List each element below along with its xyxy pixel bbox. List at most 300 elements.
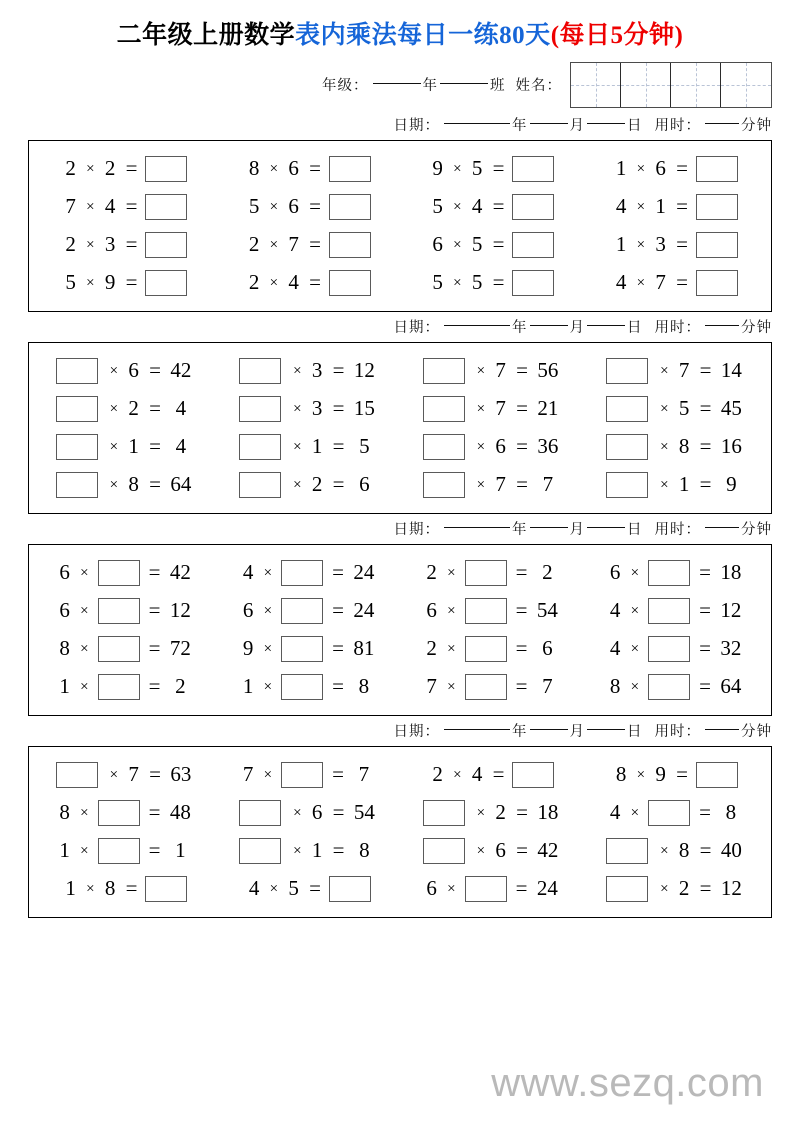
answer-box-product[interactable] — [329, 156, 371, 182]
answer-box-product[interactable] — [512, 156, 554, 182]
multiply-symbol: × — [660, 477, 669, 493]
answer-box-product[interactable] — [329, 232, 371, 258]
factor-a: 7 — [65, 194, 76, 218]
factor-a: 5 — [248, 194, 260, 218]
product-value: 14 — [720, 358, 742, 382]
factor-a: 2 — [248, 270, 260, 294]
equals-symbol: = — [149, 396, 161, 420]
answer-box-factor-b[interactable] — [98, 598, 140, 624]
answer-box-factor-a[interactable] — [239, 358, 281, 384]
multiply-symbol: × — [80, 641, 89, 657]
answer-box-factor-b[interactable] — [98, 674, 140, 700]
multiply-symbol: × — [269, 199, 279, 215]
factor-b: 2 — [128, 396, 139, 420]
date-day-unit: 日 — [627, 724, 643, 740]
answer-box-factor-a[interactable] — [606, 358, 648, 384]
problem-row — [33, 832, 767, 870]
answer-box-factor-a[interactable] — [423, 396, 465, 422]
problem-cell — [217, 352, 401, 390]
time-minute-unit: 分钟 — [741, 522, 772, 538]
multiply-symbol: × — [109, 439, 119, 455]
equals-symbol: = — [309, 270, 321, 294]
equals-symbol: = — [492, 156, 505, 180]
multiply-symbol: × — [453, 237, 462, 253]
answer-box-factor-a[interactable] — [423, 800, 465, 826]
multiply-symbol: × — [660, 843, 669, 859]
answer-box-product[interactable] — [145, 232, 187, 258]
factor-a: 2 — [432, 762, 443, 786]
date-day-unit: 日 — [627, 320, 643, 336]
factor-b: 7 — [495, 358, 506, 382]
product-value: 64 — [170, 472, 192, 496]
multiply-symbol: × — [660, 363, 669, 379]
answer-box-product[interactable] — [145, 876, 187, 902]
answer-box-factor-b[interactable] — [648, 636, 690, 662]
answer-box-product[interactable] — [329, 194, 371, 220]
answer-box-factor-a[interactable] — [606, 876, 648, 902]
date-day-blank[interactable] — [587, 123, 625, 124]
factor-a: 6 — [432, 232, 443, 256]
product-value: 7 — [542, 472, 554, 496]
time-minute-unit: 分钟 — [741, 724, 772, 740]
answer-box-factor-a[interactable] — [606, 434, 648, 460]
factor-a: 7 — [426, 674, 437, 698]
factor-b: 5 — [471, 232, 483, 256]
answer-box-product[interactable] — [329, 270, 371, 296]
answer-box-product[interactable] — [329, 876, 371, 902]
multiply-symbol: × — [636, 275, 646, 291]
answer-box-factor-b[interactable] — [281, 762, 323, 788]
problem-row — [33, 668, 767, 706]
answer-box-factor-b[interactable] — [465, 636, 507, 662]
date-year-blank[interactable] — [444, 729, 510, 730]
product-value: 24 — [353, 560, 375, 584]
answer-box-factor-b[interactable] — [98, 800, 140, 826]
problem-cell — [217, 794, 401, 832]
section-2 — [28, 342, 772, 514]
date-time-row — [0, 514, 800, 544]
equals-symbol: = — [516, 800, 528, 824]
answer-box-product[interactable] — [145, 270, 187, 296]
answer-box-factor-b[interactable] — [281, 560, 323, 586]
multiply-symbol: × — [636, 767, 646, 783]
time-used-blank[interactable] — [705, 325, 739, 326]
product-value: 12 — [169, 598, 191, 622]
equals-symbol: = — [148, 674, 161, 698]
problem-cell — [584, 832, 768, 870]
product-value: 4 — [175, 396, 187, 420]
answer-box-factor-b[interactable] — [648, 800, 690, 826]
factor-a: 4 — [248, 876, 260, 900]
problem-cell — [33, 554, 217, 592]
product-value: 40 — [720, 838, 742, 862]
product-value: 24 — [353, 598, 375, 622]
product-value: 1 — [175, 838, 186, 862]
answer-box-factor-b[interactable] — [281, 636, 323, 662]
product-value: 56 — [537, 358, 559, 382]
problem-cell — [33, 794, 217, 832]
problem-cell — [217, 756, 401, 794]
answer-box-product[interactable] — [512, 232, 554, 258]
answer-box-factor-a[interactable] — [423, 358, 465, 384]
product-value: 15 — [353, 396, 375, 420]
answer-box-factor-b[interactable] — [98, 636, 140, 662]
name-grid-cell[interactable] — [621, 63, 671, 107]
multiply-symbol: × — [293, 843, 302, 859]
equals-symbol: = — [148, 838, 161, 862]
product-value: 5 — [359, 434, 370, 458]
section-4 — [28, 746, 772, 918]
equals-symbol: = — [676, 232, 688, 256]
problem-row — [33, 794, 767, 832]
equals-symbol: = — [332, 434, 345, 458]
worksheet-body — [0, 140, 800, 918]
answer-box-factor-a[interactable] — [606, 396, 648, 422]
answer-box-factor-b[interactable] — [648, 598, 690, 624]
problem-row — [33, 870, 767, 908]
product-value: 64 — [720, 674, 742, 698]
date-year-blank[interactable] — [444, 123, 510, 124]
problem-cell — [400, 554, 584, 592]
equals-symbol: = — [332, 762, 344, 786]
multiply-symbol: × — [636, 237, 646, 253]
factor-b: 5 — [471, 156, 483, 180]
problem-row — [33, 188, 767, 226]
answer-box-factor-b[interactable] — [648, 674, 690, 700]
multiply-symbol: × — [636, 199, 646, 215]
factor-b: 4 — [471, 194, 483, 218]
factor-b: 5 — [678, 396, 690, 420]
answer-box-product[interactable] — [512, 762, 554, 788]
product-value: 16 — [720, 434, 742, 458]
equals-symbol: = — [148, 800, 161, 824]
factor-a: 4 — [615, 270, 627, 294]
product-value: 6 — [542, 636, 553, 660]
factor-b: 7 — [495, 396, 506, 420]
equals-symbol: = — [125, 270, 138, 294]
product-value: 7 — [358, 762, 370, 786]
equals-symbol: = — [332, 636, 344, 660]
equals-symbol: = — [515, 560, 528, 584]
date-month-blank[interactable] — [530, 527, 568, 528]
multiply-symbol: × — [447, 881, 456, 897]
problem-cell — [400, 756, 584, 794]
equals-symbol: = — [676, 156, 688, 180]
answer-box-factor-b[interactable] — [648, 560, 690, 586]
equals-symbol: = — [699, 838, 712, 862]
equals-symbol: = — [699, 598, 711, 622]
date-day-blank[interactable] — [587, 729, 625, 730]
product-value: 18 — [537, 800, 559, 824]
product-value: 42 — [170, 358, 192, 382]
answer-box-factor-b[interactable] — [281, 598, 323, 624]
date-label: 日期： — [393, 522, 440, 538]
time-used-blank[interactable] — [705, 729, 739, 730]
equals-symbol: = — [516, 396, 528, 420]
problem-row — [33, 592, 767, 630]
problem-cell — [33, 592, 217, 630]
answer-box-product[interactable] — [145, 194, 187, 220]
answer-box-factor-a[interactable] — [239, 434, 281, 460]
problem-cell — [400, 794, 584, 832]
answer-box-factor-b[interactable] — [98, 560, 140, 586]
factor-b: 9 — [655, 762, 666, 786]
name-label: 姓名： — [515, 78, 562, 94]
factor-b: 2 — [678, 876, 690, 900]
multiply-symbol: × — [453, 161, 462, 177]
multiply-symbol: × — [263, 603, 273, 619]
date-day-unit: 日 — [627, 522, 643, 538]
factor-b: 3 — [655, 232, 666, 256]
date-day-blank[interactable] — [587, 325, 625, 326]
factor-b: 3 — [311, 396, 323, 420]
problem-cell — [33, 264, 217, 302]
product-value: 2 — [175, 674, 186, 698]
factor-b: 6 — [288, 156, 299, 180]
problem-cell — [400, 352, 584, 390]
factor-a: 8 — [615, 762, 627, 786]
answer-box-factor-b[interactable] — [465, 598, 507, 624]
multiply-symbol: × — [263, 641, 273, 657]
answer-box-factor-b[interactable] — [281, 674, 323, 700]
factor-b: 7 — [128, 762, 139, 786]
answer-box-factor-a[interactable] — [239, 800, 281, 826]
multiply-symbol: × — [263, 767, 273, 783]
multiply-symbol: × — [660, 439, 669, 455]
date-year-blank[interactable] — [444, 325, 510, 326]
answer-box-product[interactable] — [696, 232, 738, 258]
page-title-segment-red: (每日5分钟) — [550, 22, 684, 49]
factor-b: 2 — [104, 156, 116, 180]
problem-row — [33, 226, 767, 264]
equals-symbol: = — [149, 472, 161, 496]
answer-box-factor-a[interactable] — [56, 434, 98, 460]
factor-b: 1 — [678, 472, 690, 496]
class-number-blank[interactable] — [440, 83, 488, 84]
equals-symbol: = — [492, 762, 505, 786]
answer-box-factor-a[interactable] — [606, 838, 648, 864]
product-value: 54 — [536, 598, 558, 622]
factor-b: 4 — [104, 194, 116, 218]
date-month-unit: 月 — [569, 724, 585, 740]
answer-box-factor-a[interactable] — [423, 838, 465, 864]
equals-symbol: = — [515, 674, 528, 698]
product-value: 8 — [725, 800, 737, 824]
problem-cell — [584, 870, 768, 908]
date-day-blank[interactable] — [587, 527, 625, 528]
time-used-label: 用时： — [654, 118, 701, 134]
factor-b: 3 — [311, 358, 323, 382]
answer-box-product[interactable] — [512, 270, 554, 296]
multiply-symbol: × — [269, 237, 279, 253]
factor-b: 6 — [288, 194, 299, 218]
answer-box-factor-a[interactable] — [606, 472, 648, 498]
problem-cell — [584, 226, 768, 264]
answer-box-factor-a[interactable] — [239, 396, 281, 422]
equals-symbol: = — [332, 838, 345, 862]
factor-a: 8 — [59, 636, 70, 660]
product-value: 2 — [542, 560, 553, 584]
factor-a: 1 — [615, 232, 627, 256]
equals-symbol: = — [699, 674, 711, 698]
factor-b: 1 — [311, 838, 323, 862]
factor-b: 5 — [471, 270, 483, 294]
problem-cell — [584, 264, 768, 302]
answer-box-product[interactable] — [696, 270, 738, 296]
product-value: 9 — [726, 472, 737, 496]
problem-row — [33, 630, 767, 668]
answer-box-factor-b[interactable] — [465, 560, 507, 586]
site-watermark: www.sezq.com — [491, 1061, 764, 1105]
date-month-blank[interactable] — [530, 123, 568, 124]
answer-box-product[interactable] — [696, 156, 738, 182]
factor-a: 6 — [59, 560, 70, 584]
equals-symbol: = — [309, 194, 321, 218]
product-value: 6 — [359, 472, 370, 496]
multiply-symbol: × — [630, 805, 640, 821]
problem-cell — [217, 390, 401, 428]
grade-year-unit: 年 — [422, 78, 438, 94]
answer-box-product[interactable] — [145, 156, 187, 182]
time-used-label: 用时： — [654, 320, 701, 336]
answer-box-factor-b[interactable] — [465, 674, 507, 700]
problem-row — [33, 428, 767, 466]
product-value: 36 — [537, 434, 559, 458]
name-grid[interactable] — [570, 62, 772, 108]
problem-cell — [584, 150, 768, 188]
date-month-blank[interactable] — [530, 325, 568, 326]
problem-cell — [584, 466, 768, 504]
equals-symbol: = — [332, 396, 345, 420]
multiply-symbol: × — [476, 805, 486, 821]
time-used-blank[interactable] — [705, 123, 739, 124]
name-grid-cell[interactable] — [571, 63, 621, 107]
answer-box-factor-b[interactable] — [465, 876, 507, 902]
problem-cell — [400, 150, 584, 188]
problem-cell — [400, 592, 584, 630]
multiply-symbol: × — [447, 603, 456, 619]
answer-box-factor-a[interactable] — [56, 762, 98, 788]
time-used-blank[interactable] — [705, 527, 739, 528]
product-value: 21 — [537, 396, 559, 420]
factor-a: 8 — [59, 800, 70, 824]
equals-symbol: = — [332, 800, 345, 824]
section-1 — [28, 140, 772, 312]
time-minute-unit: 分钟 — [741, 118, 772, 134]
multiply-symbol: × — [80, 805, 89, 821]
product-value: 42 — [537, 838, 559, 862]
time-minute-unit: 分钟 — [741, 320, 772, 336]
date-day-unit: 日 — [627, 118, 643, 134]
grade-number-blank[interactable] — [373, 83, 421, 84]
answer-box-factor-b[interactable] — [98, 838, 140, 864]
multiply-symbol: × — [109, 401, 119, 417]
date-time-row-top — [0, 110, 772, 140]
multiply-symbol: × — [293, 805, 302, 821]
date-label: 日期： — [393, 724, 440, 740]
answer-box-factor-a[interactable] — [56, 358, 98, 384]
problem-row — [33, 352, 767, 390]
factor-a: 6 — [426, 876, 437, 900]
problem-cell — [33, 870, 217, 908]
equals-symbol: = — [125, 194, 138, 218]
equals-symbol: = — [699, 800, 711, 824]
equals-symbol: = — [516, 472, 528, 496]
date-month-blank[interactable] — [530, 729, 568, 730]
answer-box-factor-a[interactable] — [423, 472, 465, 498]
problem-cell — [400, 428, 584, 466]
factor-b: 4 — [288, 270, 299, 294]
name-grid-cell[interactable] — [671, 63, 721, 107]
factor-a: 8 — [248, 156, 260, 180]
factor-a: 4 — [615, 194, 627, 218]
multiply-symbol: × — [80, 565, 89, 581]
factor-b: 7 — [655, 270, 666, 294]
answer-box-factor-a[interactable] — [239, 838, 281, 864]
factor-b: 8 — [678, 434, 690, 458]
factor-b: 9 — [104, 270, 116, 294]
multiply-symbol: × — [86, 237, 95, 253]
problem-cell — [400, 264, 584, 302]
multiply-symbol: × — [660, 881, 669, 897]
factor-b: 6 — [495, 838, 506, 862]
answer-box-factor-a[interactable] — [239, 472, 281, 498]
multiply-symbol: × — [293, 401, 302, 417]
multiply-symbol: × — [109, 767, 119, 783]
answer-box-product[interactable] — [696, 762, 738, 788]
answer-box-factor-a[interactable] — [56, 472, 98, 498]
factor-b: 7 — [678, 358, 690, 382]
factor-a: 4 — [242, 560, 254, 584]
answer-box-product[interactable] — [512, 194, 554, 220]
class-unit: 班 — [490, 78, 506, 94]
date-time-row — [0, 716, 800, 746]
problem-row — [33, 554, 767, 592]
multiply-symbol: × — [636, 161, 646, 177]
equals-symbol: = — [515, 636, 528, 660]
answer-box-factor-a[interactable] — [423, 434, 465, 460]
problem-row — [33, 264, 767, 302]
multiply-symbol: × — [269, 161, 279, 177]
equals-symbol: = — [516, 434, 528, 458]
problem-cell — [400, 188, 584, 226]
equals-symbol: = — [516, 838, 528, 862]
factor-a: 2 — [65, 156, 76, 180]
equals-symbol: = — [699, 396, 712, 420]
equals-symbol: = — [332, 358, 345, 382]
equals-symbol: = — [676, 194, 688, 218]
product-value: 4 — [175, 434, 187, 458]
factor-a: 9 — [432, 156, 443, 180]
multiply-symbol: × — [630, 679, 640, 695]
answer-box-factor-a[interactable] — [56, 396, 98, 422]
page-title — [0, 0, 800, 50]
problem-row — [33, 150, 767, 188]
multiply-symbol: × — [447, 565, 456, 581]
date-time-row — [0, 312, 800, 342]
multiply-symbol: × — [453, 199, 462, 215]
factor-a: 2 — [248, 232, 260, 256]
date-month-unit: 月 — [569, 320, 585, 336]
answer-box-product[interactable] — [696, 194, 738, 220]
date-year-blank[interactable] — [444, 527, 510, 528]
equals-symbol: = — [699, 560, 711, 584]
equals-symbol: = — [125, 232, 138, 256]
name-grid-cell[interactable] — [721, 63, 771, 107]
factor-b: 5 — [288, 876, 299, 900]
equals-symbol: = — [125, 876, 138, 900]
equals-symbol: = — [492, 232, 505, 256]
